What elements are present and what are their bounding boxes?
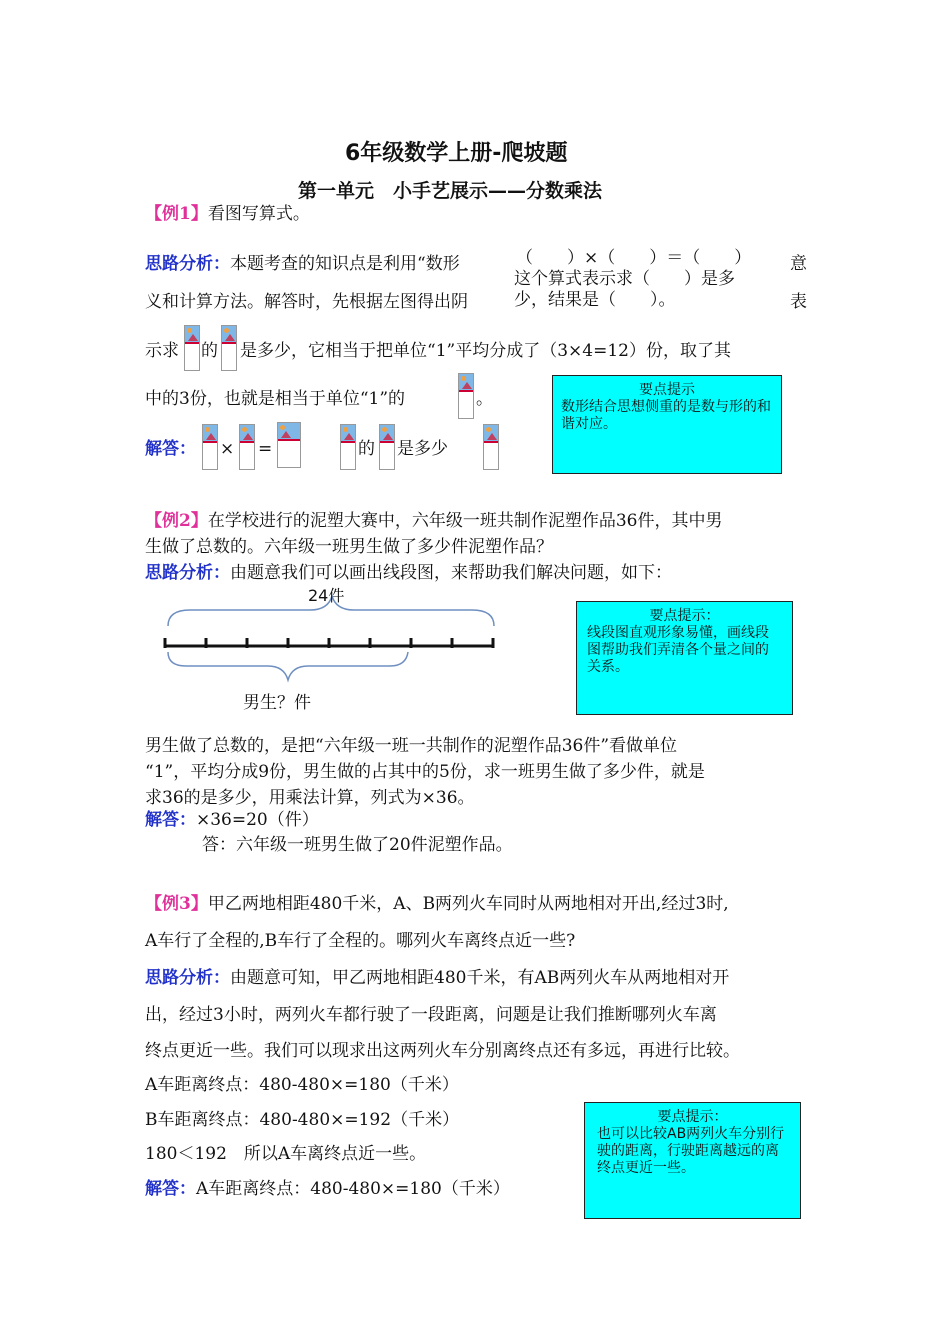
ex2-answer2: 答：六年级一班男生做了20件泥塑作品。: [202, 835, 513, 855]
ex1-answer-howmuch: 是多少: [397, 439, 448, 459]
ex2-tip-box: [576, 601, 793, 715]
ex1-line4-b: 。: [476, 389, 493, 409]
ex1-question: [145, 203, 310, 225]
ex2-question-line1: 【例2】在学校进行的泥塑大赛中，六年级一班共制作泥塑作品36件，其中男: [145, 511, 723, 531]
ex1-tip-body: 数形结合思想侧重的是数与形的和谐对应。: [561, 399, 771, 432]
ex1-answer-times: ×: [220, 439, 235, 459]
ex3-answer-label: 解答：: [145, 1179, 196, 1199]
ex3-tip-head: 要点提示：: [657, 1109, 728, 1125]
ex2-answer: 解答：×36=20（件）: [145, 810, 319, 830]
ex1-line3-c: 是多少，它相当于把单位“1”平均分成了（3×4=12）份，取了其: [240, 341, 731, 361]
ex1-tag: 【例1】: [145, 204, 208, 224]
ex1-overlay-box: [508, 247, 790, 311]
ex3-tip-body: 也可以比较AB两列火车分别行驶的距离，行驶距离越远的离终点更近一些。: [597, 1126, 785, 1176]
ex1-overlay-line1: （ ）×（ ）＝（ ）: [516, 248, 752, 268]
ex1-tip-box: [552, 375, 782, 474]
ex3-analysis-label: 思路分析：: [145, 968, 230, 988]
ex1-analysis-label: 思路分析：: [145, 254, 230, 274]
ex3-tag: 【例3】: [145, 894, 208, 914]
fraction-image-icon: [340, 424, 356, 470]
ex2-tip-head: 要点提示：: [649, 608, 720, 624]
ex1-answer-label: 解答：: [145, 439, 196, 459]
page-subtitle: 第一单元 小手艺展示——分数乘法: [298, 180, 603, 202]
fraction-image-icon: [277, 422, 301, 468]
ex3-question-line1: 【例3】甲乙两地相距480千米，A、B两列火车同时从两地相对开出,经过3时,: [145, 894, 729, 914]
fraction-image-icon: [221, 325, 237, 371]
ex3-analysis3: 终点更近一些。我们可以现求出这两列火车分别离终点还有多远，再进行比较。: [145, 1041, 740, 1061]
ex2-question-line2: 生做了总数的。六年级一班男生做了多少件泥塑作品？: [145, 537, 553, 557]
ex2-tag: 【例2】: [145, 511, 208, 531]
diagram-bottom-label: 男生？件: [243, 693, 311, 713]
ex1-answer-of: 的: [358, 439, 375, 459]
fraction-image-icon: [458, 373, 474, 419]
ex2-para3: 求36的是多少，用乘法计算，列式为×36。: [145, 788, 475, 808]
fraction-image-icon: [379, 424, 395, 470]
ex1-tip-head: 要点提示: [639, 382, 695, 398]
diagram-top-label: 24件: [308, 586, 345, 605]
ex3-question-line2: A车行了全程的,B车行了全程的。哪列火车离终点近一些?: [145, 931, 576, 951]
ex1-answer-eq: =: [258, 439, 273, 459]
ex1-line2: 义和计算方法。解答时，先根据左图得出阴: [145, 292, 468, 312]
ex1-line1: 本题考查的知识点是利用“数形: [230, 254, 460, 274]
ex1-line4-a: 中的3份，也就是相当于单位“1”的: [145, 389, 406, 409]
ex1-analysis-line1: [145, 253, 460, 275]
ex3-analysis1: 思路分析：由题意可知，甲乙两地相距480千米，有AB两列火车从两地相对开: [145, 968, 730, 988]
ex3-answer: 解答：A车距离终点：480-480×=180（千米）: [145, 1179, 510, 1199]
ex1-overlay-line3: 少，结果是（ ）。: [514, 290, 676, 310]
ex2-tip-body: 线段图直观形象易懂，画线段图帮助我们弄清各个量之间的关系。: [587, 625, 769, 675]
ex2-answer-label: 解答：: [145, 810, 196, 830]
fraction-image-icon: [239, 424, 255, 470]
ex3-calc-b: B车距离终点：480-480×=192（千米）: [145, 1110, 460, 1130]
fraction-image-icon: [202, 424, 218, 470]
ex1-line3-a: 示求: [145, 341, 179, 361]
fraction-image-icon: [483, 424, 499, 470]
ex1-overlay-line2: 这个算式表示求（ ）是多: [514, 269, 735, 289]
page-title: 6年级数学上册-爬坡题: [345, 141, 568, 166]
ex1-line1-end: 意: [790, 254, 807, 274]
ex2-analysis-label: 思路分析：: [145, 563, 230, 583]
ex2-para2: “1”，平均分成9份，男生做的占其中的5份，求一班男生做了多少件，就是: [145, 762, 705, 782]
ex3-calc-a: A车距离终点：480-480×=180（千米）: [145, 1075, 459, 1095]
bottom-brace: [168, 652, 408, 680]
ex1-line2-end: 表: [790, 292, 807, 312]
ex1-question-text: 看图写算式。: [207, 204, 310, 224]
fraction-image-icon: [184, 325, 200, 371]
ex1-line3-b: 的: [201, 341, 218, 361]
ex3-analysis2: 出，经过3小时，两列火车都行驶了一段距离，问题是让我们推断哪列火车离: [145, 1005, 717, 1025]
ex3-tip-box: [584, 1102, 801, 1219]
ex3-compare: 180＜192 所以A车离终点近一些。: [145, 1144, 427, 1164]
ex2-para1: 男生做了总数的，是把“六年级一班一共制作的泥塑作品36件”看做单位: [145, 736, 678, 756]
ex2-analysis: 思路分析：由题意我们可以画出线段图，来帮助我们解决问题，如下：: [145, 563, 672, 583]
